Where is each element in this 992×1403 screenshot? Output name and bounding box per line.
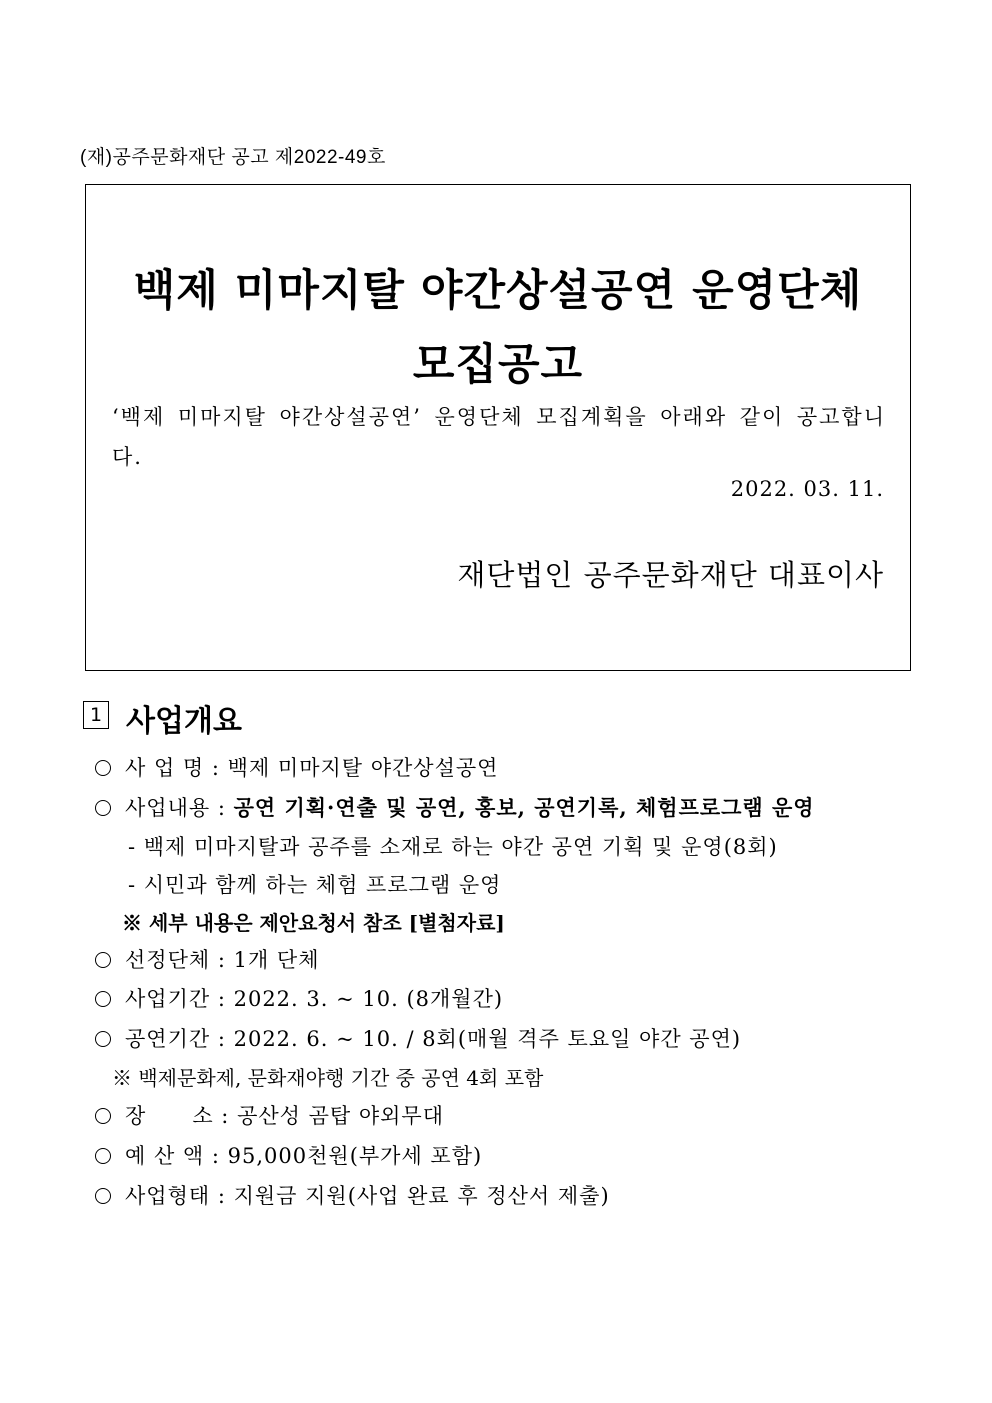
circle-bullet-icon — [95, 1148, 111, 1164]
circle-bullet-icon — [95, 991, 111, 1007]
list-item-project-content — [95, 792, 815, 822]
item-label: 공연기간 : — [125, 1027, 226, 1051]
item-value: 95,000천원(부가세 포함) — [227, 1144, 483, 1168]
circle-bullet-icon — [95, 800, 111, 816]
list-item-place — [95, 1100, 444, 1130]
announcement-date: 2022. 03. 11. — [730, 477, 884, 501]
item-label: 사업형태 : — [125, 1184, 226, 1208]
item-value: 1개 단체 — [233, 948, 320, 972]
item-label: 사업내용 : — [125, 796, 226, 820]
circle-bullet-icon — [95, 952, 111, 968]
item-value: 공연 기획·연출 및 공연, 홍보, 공연기록, 체험프로그램 운영 — [233, 795, 815, 820]
item-value: 백제 미마지탈 야간상설공연 — [227, 756, 499, 780]
circle-bullet-icon — [95, 1188, 111, 1204]
document-title: 백제 미마지탈 야간상설공연 운영단체 — [133, 266, 863, 316]
item-label: 사업기간 : — [125, 987, 226, 1011]
content-sub-item: - 백제 미마지탈과 공주를 소재로 하는 야간 공연 기획 및 운영(8회) — [128, 835, 778, 859]
list-item-project-name — [95, 752, 498, 782]
item-label: 장 소 : — [125, 1104, 230, 1128]
list-item-selection — [95, 944, 320, 974]
content-sub-item: - 시민과 함께 하는 체험 프로그램 운영 — [128, 873, 502, 897]
document-title-line2: 모집공고 — [412, 340, 584, 390]
performance-note: ※ 백제문화제, 문화재야행 기간 중 공연 4회 포함 — [112, 1066, 544, 1090]
item-label: 예 산 액 : — [125, 1144, 220, 1168]
circle-bullet-icon — [95, 1108, 111, 1124]
list-item-project-period — [95, 983, 503, 1013]
list-item-budget — [95, 1140, 482, 1170]
section-title: 사업개요 — [126, 704, 242, 739]
announcement-box — [85, 184, 911, 671]
circle-bullet-icon — [95, 760, 111, 776]
notice-number: (재)공주문화재단 공고 제2022-49호 — [80, 147, 386, 168]
item-value: 2022. 3. ~ 10. (8개월간) — [233, 987, 504, 1011]
intro-text: ‘백제 미마지탈 야간상설공연’ 운영단체 모집계획을 아래와 같이 공고합니다. — [112, 405, 886, 469]
section-number: 1 — [83, 701, 109, 729]
list-item-performance-period — [95, 1023, 741, 1053]
item-value: 2022. 6. ~ 10. / 8회(매월 격주 토요일 야간 공연) — [233, 1027, 742, 1051]
item-value: 지원금 지원(사업 완료 후 정산서 제출) — [233, 1184, 610, 1208]
item-value: 공산성 곰탑 야외무대 — [237, 1104, 444, 1128]
issuer: 재단법인 공주문화재단 대표이사 — [457, 558, 884, 592]
item-label: 선정단체 : — [125, 948, 226, 972]
item-label: 사 업 명 : — [125, 756, 220, 780]
circle-bullet-icon — [95, 1031, 111, 1047]
list-item-project-type — [95, 1180, 610, 1210]
content-note: ※ 세부 내용은 제안요청서 참조 [별첨자료] — [122, 911, 505, 935]
